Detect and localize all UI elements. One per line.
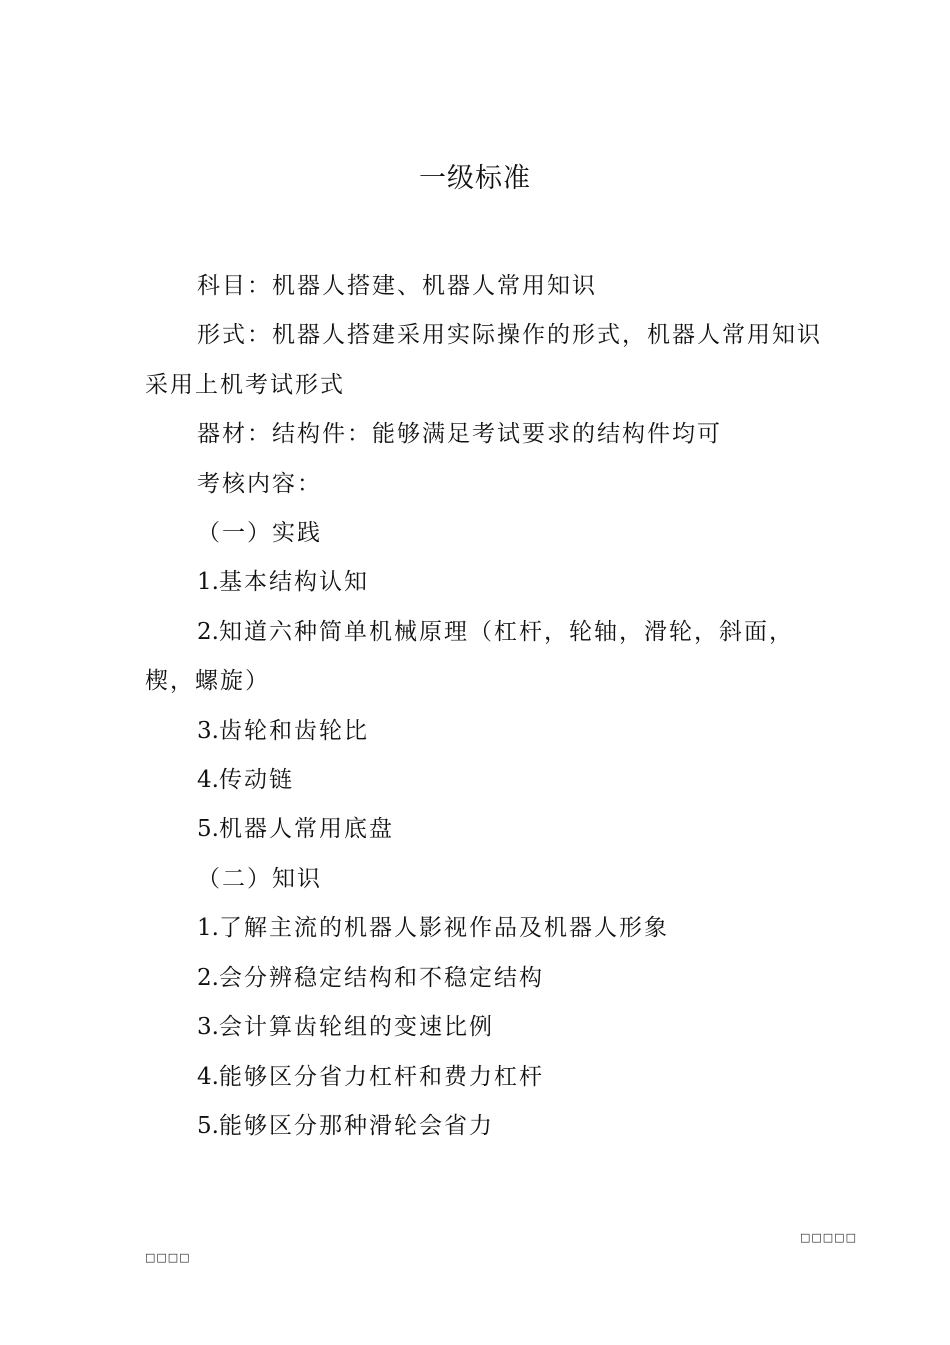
item-text: 能够区分省力杠杆和费力杠杆 <box>218 1063 544 1090</box>
item-text: 传动链 <box>218 767 294 794</box>
list-item <box>145 558 825 607</box>
item-text: 基本结构认知 <box>218 569 369 596</box>
list-item <box>145 608 825 707</box>
section-heading-practice: （一）实践 <box>197 520 322 547</box>
item-number: 4. <box>197 767 219 794</box>
section-heading-knowledge: （二）知识 <box>197 865 322 892</box>
list-item <box>145 1102 825 1151</box>
item-number: 2. <box>197 964 219 991</box>
subject-line: 科目：机器人搭建、机器人常用知识 <box>197 273 597 299</box>
list-item <box>145 805 825 854</box>
page-title: 一级标准 <box>419 163 531 194</box>
item-number: 3. <box>197 717 219 744</box>
item-number: 5. <box>197 816 219 843</box>
list-item <box>145 1003 825 1052</box>
item-number: 4. <box>197 1063 219 1090</box>
item-number: 2. <box>197 618 219 645</box>
list-item <box>145 756 825 805</box>
content-heading: 考核内容： <box>197 470 322 497</box>
footer-right-text: □□□□□ <box>800 1231 857 1244</box>
item-text: 齿轮和齿轮比 <box>218 717 369 744</box>
item-text: 了解主流的机器人影视作品及机器人形象 <box>218 915 669 942</box>
list-item <box>145 707 825 756</box>
item-text: 能够区分那种滑轮会省力 <box>218 1112 494 1139</box>
item-text: 知道六种简单机械原理（杠杆，轮轴，滑轮，斜面，楔，螺旋） <box>145 618 794 695</box>
item-text: 会分辨稳定结构和不稳定结构 <box>218 964 544 991</box>
item-number: 1. <box>197 569 219 596</box>
list-item <box>145 1053 825 1102</box>
list-item <box>145 954 825 1003</box>
footer-left-text: □□□□ <box>145 1251 191 1264</box>
item-number: 3. <box>197 1014 219 1041</box>
format-line: 形式：机器人搭建采用实际操作的形式，机器人常用知识采用上机考试形式 <box>145 322 822 398</box>
item-number: 1. <box>197 915 219 942</box>
item-text: 会计算齿轮组的变速比例 <box>218 1014 494 1041</box>
item-number: 5. <box>197 1112 219 1139</box>
item-text: 机器人常用底盘 <box>218 816 394 843</box>
materials-line: 器材：结构件：能够满足考试要求的结构件均可 <box>197 421 722 448</box>
document-body <box>145 262 825 1151</box>
list-item <box>145 904 825 953</box>
